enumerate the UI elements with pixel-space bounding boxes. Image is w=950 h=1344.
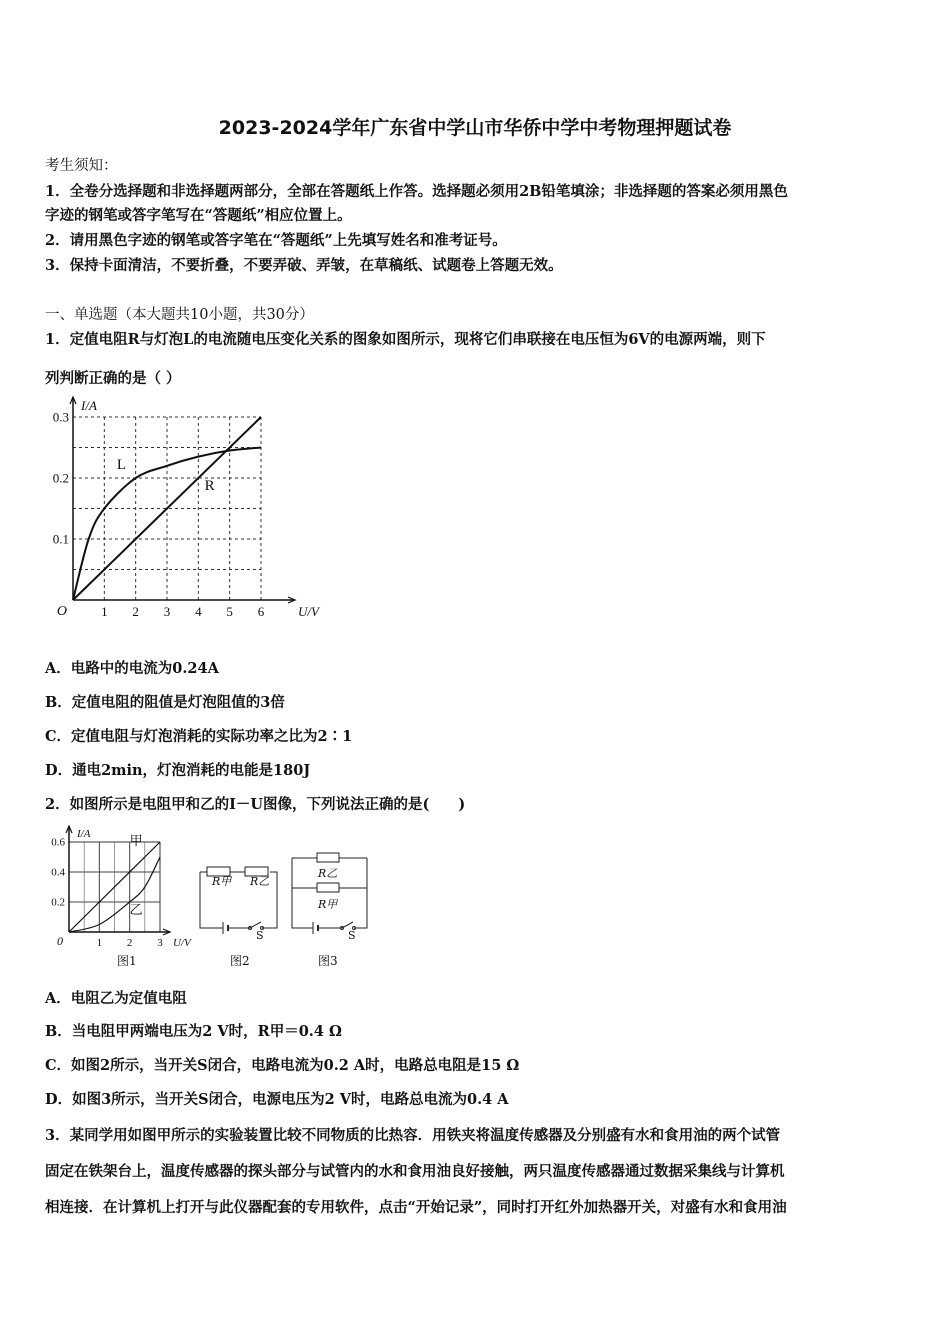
series-label-1: 乙: [129, 902, 143, 917]
q1-chart-series: [73, 417, 261, 600]
section-heading: 一、单选题（本大题共10小题，共30分）: [45, 307, 314, 323]
series-label-0: L: [116, 456, 127, 473]
q1-stem-a: 1．定值电阻R与灯泡L的电流随电压变化关系的图象如图所示，现将它们串联接在电压恒为6V的电源两端，则下: [45, 331, 766, 348]
y-tick-label: 0.6: [51, 836, 65, 849]
q1-option-b: B．定值电阻的阻值是灯泡阻值的3倍: [45, 694, 285, 711]
resistor-yi: [317, 853, 339, 862]
series-line-1: [73, 417, 261, 600]
y-axis-title: I/A: [77, 828, 91, 840]
fig2-label-ryi: R乙: [250, 875, 270, 888]
notice-header: 考生须知：: [45, 158, 118, 174]
q2-stem: 2．如图所示是电阻甲和乙的I－U图像，下列说法正确的是( ): [45, 796, 466, 813]
x-tick-label: 1: [101, 604, 108, 619]
fig2-caption: 图2: [230, 954, 250, 968]
fig3-label-switch: S: [348, 929, 356, 942]
fig3-label-ryi: R乙: [318, 867, 338, 880]
notice-line-3: 3．保持卡面清洁，不要折叠，不要弄破、弄皱，在草稿纸、试题卷上答题无效。: [45, 257, 563, 274]
q2-option-d: D．如图3所示，当开关S闭合，电源电压为2 V时，电路总电流为0.4 A: [45, 1091, 509, 1108]
q2-fig1-chart: [40, 820, 200, 970]
x-tick-label: 2: [132, 604, 139, 619]
x-tick-label: 4: [195, 604, 202, 619]
q1-option-d: D．通电2min，灯泡消耗的电能是180J: [45, 762, 311, 779]
y-tick-label: 0.3: [52, 409, 69, 425]
q1-stem-b: 列判断正确的是（ ）: [45, 370, 181, 387]
x-tick-label: 6: [257, 604, 265, 619]
y-tick-label: 0.2: [52, 470, 69, 486]
fig3-caption: 图3: [318, 954, 338, 968]
q1-option-c: C．定值电阻与灯泡消耗的实际功率之比为2∶1: [45, 728, 353, 745]
series-label-1: R: [204, 478, 215, 495]
x-tick-label: 1: [96, 937, 103, 949]
x-tick-label: 3: [157, 937, 163, 949]
q1-chart-axes: [70, 397, 295, 603]
origin-label: 0: [57, 934, 63, 948]
notice-line-2: 2．请用黑色字迹的钢笔或答字笔在“答题纸”上先填写姓名和准考证号。: [45, 232, 507, 249]
notice-line-1a: 1．全卷分选择题和非选择题两部分，全部在答题纸上作答。选择题必须用2B铅笔填涂；非选择题的答案必须用黑色: [45, 183, 788, 200]
q3-line-c: 相连接．在计算机上打开与此仪器配套的专用软件，点击“开始记录”，同时打开红外加热器开关，对盛有水和食用油: [45, 1199, 787, 1216]
resistor-jia: [317, 883, 339, 892]
x-axis-title: U/V: [173, 937, 191, 949]
origin-label: O: [56, 604, 67, 619]
series-label-0: 甲: [129, 833, 143, 848]
y-axis-title: I/A: [81, 398, 97, 413]
fig2-label-switch: S: [256, 929, 264, 942]
fig1-caption: 图1: [117, 954, 137, 968]
series-line-0: [73, 448, 261, 601]
x-axis-title: U/V: [298, 604, 319, 619]
q3-line-a: 3．某同学用如图甲所示的实验装置比较不同物质的比热容．用铁夹将温度传感器及分别盛有水和食用油的两个试管: [45, 1127, 781, 1144]
fig2-label-rjia: R甲: [212, 875, 232, 888]
x-tick-label: 2: [126, 937, 133, 949]
q2-option-c: C．如图2所示，当开关S闭合，电路电流为0.2 A时，电路总电阻是15 Ω: [45, 1057, 520, 1074]
x-tick-label: 5: [226, 604, 233, 619]
q1-iu-chart: [40, 395, 340, 630]
page-title: 2023-2024学年广东省中学山市华侨中学中考物理押题试卷: [218, 117, 732, 139]
x-tick-label: 3: [163, 604, 171, 619]
q2-fig2-series-circuit: [195, 855, 285, 945]
fig3-label-rjia: R甲: [318, 898, 338, 911]
y-tick-label: 0.1: [52, 531, 69, 547]
q2-option-a: A．电阻乙为定值电阻: [45, 990, 187, 1007]
q1-option-a: A．电路中的电流为0.24A: [45, 660, 219, 677]
y-tick-label: 0.2: [51, 896, 65, 909]
q2-option-b: B．当电阻甲两端电压为2 V时，R甲＝0.4 Ω: [45, 1023, 342, 1040]
y-tick-label: 0.4: [51, 866, 65, 879]
q3-line-b: 固定在铁架台上，温度传感器的探头部分与试管内的水和食用油良好接触，两只温度传感器通过数据采集线与计算机: [45, 1163, 785, 1180]
notice-line-1b: 字迹的钢笔或答字笔写在“答题纸”相应位置上。: [45, 207, 352, 224]
